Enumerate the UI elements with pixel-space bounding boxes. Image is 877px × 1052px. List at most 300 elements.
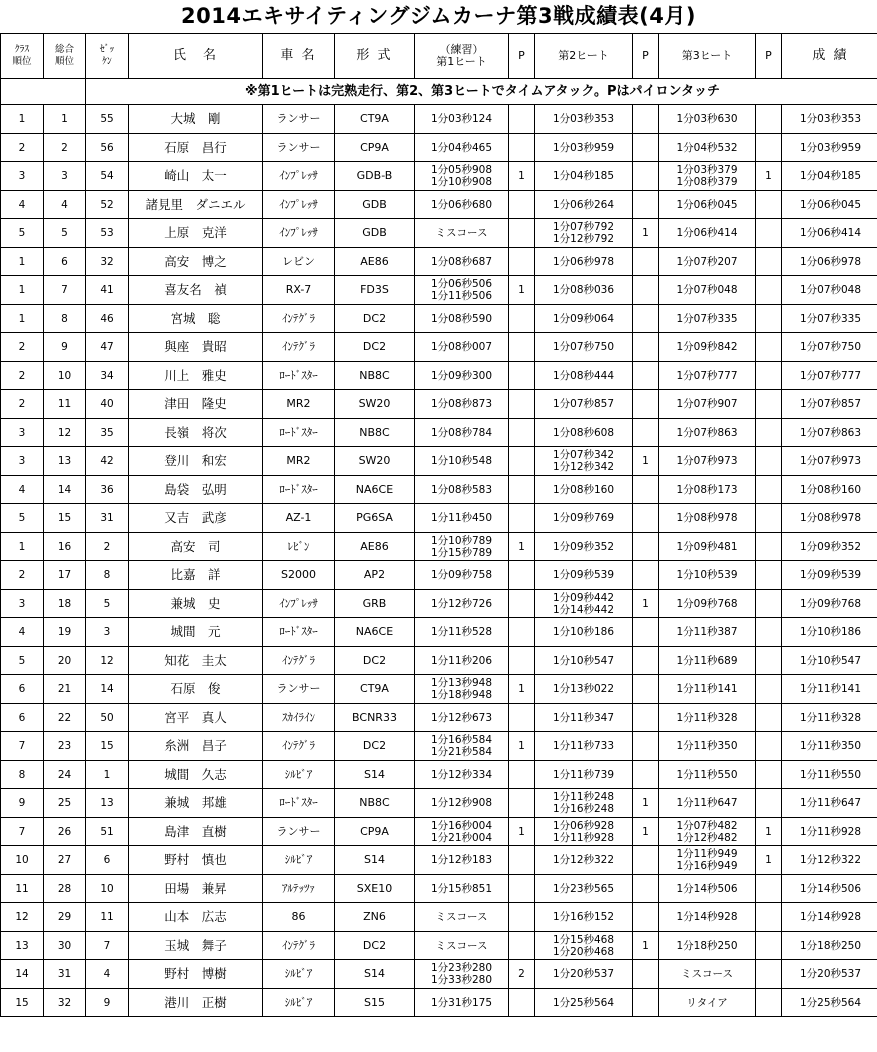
cell-heat2: [535, 476, 633, 504]
cell-result: 1分06秒978: [782, 248, 877, 276]
cell-overall-rank: 3: [44, 162, 86, 191]
cell-heat3: [659, 476, 756, 504]
time-line: 1分14秒928: [676, 911, 738, 923]
cell-result: 1分25秒564: [782, 989, 877, 1017]
cell-zekken: 9: [86, 989, 129, 1017]
cell-result: 1分11秒328: [782, 704, 877, 732]
cell-heat3: [659, 419, 756, 447]
cell-class-rank: 6: [1, 704, 44, 732]
cell-model: NA6CE: [335, 618, 415, 647]
cell-p2: [633, 362, 659, 390]
cell-overall-rank: 1: [44, 105, 86, 134]
cell-result: 1分09秒768: [782, 590, 877, 618]
cell-result: 1分07秒335: [782, 305, 877, 333]
cell-p3: [756, 305, 782, 333]
cell-heat3: [659, 390, 756, 419]
cell-p2: [633, 960, 659, 989]
cell-p1: 1: [509, 276, 535, 305]
time-line: 1分20秒468: [552, 945, 615, 958]
cell-p3: [756, 362, 782, 390]
cell-heat1: [415, 162, 509, 191]
header-p2: P: [633, 34, 659, 79]
cell-p2: [633, 105, 659, 134]
table-row: [1, 590, 877, 618]
time-line: 1分12秒334: [430, 768, 493, 781]
time-line: 1分07秒973: [676, 455, 738, 467]
cell-heat3: [659, 504, 756, 533]
cell-class-rank: 11: [1, 875, 44, 903]
cell-zekken: 12: [86, 647, 129, 675]
time-line: 1分08秒444: [552, 369, 615, 382]
time-line: 1分14秒442: [552, 603, 615, 616]
cell-heat1: [415, 476, 509, 504]
time-line: 1分12秒342: [552, 461, 615, 473]
cell-p2: [633, 191, 659, 219]
table-row: [1, 932, 877, 960]
cell-name: 港川 正樹: [129, 989, 263, 1017]
cell-p2: [633, 276, 659, 305]
header-overall-rank: 総合 順位: [44, 34, 86, 79]
time-line: 1分03秒124: [430, 113, 493, 125]
cell-p1: 1: [509, 533, 535, 561]
cell-heat3: [659, 219, 756, 248]
table-row: [1, 419, 877, 447]
cell-name: 長嶺 将次: [129, 419, 263, 447]
time-line: 1分06秒506: [430, 278, 493, 290]
cell-p1: [509, 191, 535, 219]
table-row: [1, 276, 877, 305]
time-line: 1分08秒608: [552, 426, 615, 439]
cell-class-rank: 7: [1, 732, 44, 761]
cell-car: ﾛｰﾄﾞｽﾀｰ: [263, 618, 335, 647]
table-row: [1, 333, 877, 362]
cell-heat2: [535, 647, 633, 675]
cell-result: 1分07秒048: [782, 276, 877, 305]
cell-result: 1分11秒647: [782, 789, 877, 818]
cell-result: 1分14秒506: [782, 875, 877, 903]
cell-heat3: [659, 732, 756, 761]
cell-heat2: [535, 846, 633, 875]
cell-zekken: 46: [86, 305, 129, 333]
time-line: 1分07秒792: [552, 221, 615, 233]
table-row: [1, 362, 877, 390]
cell-result: 1分09秒539: [782, 561, 877, 590]
cell-heat3: [659, 903, 756, 932]
cell-zekken: 6: [86, 846, 129, 875]
cell-heat3: [659, 305, 756, 333]
time-line: 1分11秒647: [676, 797, 738, 809]
cell-p1: [509, 704, 535, 732]
cell-model: GRB: [335, 590, 415, 618]
cell-heat3: [659, 333, 756, 362]
cell-overall-rank: 14: [44, 476, 86, 504]
cell-result: 1分14秒928: [782, 903, 877, 932]
cell-car: ﾚﾋﾞﾝ: [263, 533, 335, 561]
cell-p3: [756, 219, 782, 248]
time-line: 1分08秒583: [430, 483, 493, 496]
time-line: 1分16秒152: [552, 911, 615, 923]
cell-class-rank: 14: [1, 960, 44, 989]
cell-p1: [509, 761, 535, 789]
time-line: 1分06秒414: [676, 227, 738, 239]
cell-heat2: [535, 761, 633, 789]
cell-p3: [756, 704, 782, 732]
cell-zekken: 31: [86, 504, 129, 533]
cell-overall-rank: 9: [44, 333, 86, 362]
cell-overall-rank: 27: [44, 846, 86, 875]
cell-car: ﾛｰﾄﾞｽﾀｰ: [263, 419, 335, 447]
cell-zekken: 32: [86, 248, 129, 276]
cell-p2: [633, 333, 659, 362]
cell-p1: 1: [509, 675, 535, 704]
cell-heat3: [659, 932, 756, 960]
cell-class-rank: 15: [1, 989, 44, 1017]
cell-class-rank: 1: [1, 533, 44, 561]
time-line: 1分07秒335: [676, 312, 738, 325]
cell-name: 城間 久志: [129, 761, 263, 789]
cell-heat2: [535, 219, 633, 248]
cell-heat1: [415, 248, 509, 276]
time-line: 1分11秒350: [676, 740, 738, 752]
cell-p3: [756, 732, 782, 761]
cell-car: ﾛｰﾄﾞｽﾀｰ: [263, 362, 335, 390]
table-row: [1, 789, 877, 818]
cell-overall-rank: 18: [44, 590, 86, 618]
cell-car: ﾛｰﾄﾞｽﾀｰ: [263, 476, 335, 504]
cell-name: 與座 貴昭: [129, 333, 263, 362]
cell-heat1: [415, 590, 509, 618]
table-row: [1, 533, 877, 561]
time-line: 1分11秒689: [676, 654, 738, 667]
time-line: 1分07秒342: [552, 449, 615, 461]
cell-result: 1分07秒863: [782, 419, 877, 447]
cell-p3: [756, 248, 782, 276]
cell-name: 比嘉 詳: [129, 561, 263, 590]
cell-overall-rank: 24: [44, 761, 86, 789]
cell-model: AE86: [335, 248, 415, 276]
cell-model: S15: [335, 989, 415, 1017]
cell-zekken: 7: [86, 932, 129, 960]
time-line: 1分16秒248: [552, 803, 615, 815]
cell-p1: [509, 134, 535, 162]
time-line: 1分08秒590: [430, 312, 493, 325]
time-line: 1分23秒280: [430, 962, 493, 974]
cell-name: 津田 隆史: [129, 390, 263, 419]
time-line: 1分31秒175: [430, 996, 493, 1009]
cell-p1: 1: [509, 818, 535, 846]
cell-model: DC2: [335, 647, 415, 675]
cell-car: レビン: [263, 248, 335, 276]
cell-model: ZN6: [335, 903, 415, 932]
cell-p1: [509, 248, 535, 276]
header-p1: P: [509, 34, 535, 79]
cell-zekken: 47: [86, 333, 129, 362]
time-line: 1分03秒959: [552, 141, 615, 154]
cell-heat3: [659, 846, 756, 875]
cell-heat1: [415, 504, 509, 533]
cell-heat2: [535, 789, 633, 818]
time-line: 1分07秒048: [676, 284, 738, 296]
cell-p1: [509, 447, 535, 476]
table-row: [1, 248, 877, 276]
cell-zekken: 8: [86, 561, 129, 590]
cell-heat2: [535, 818, 633, 846]
cell-name: 知花 圭太: [129, 647, 263, 675]
cell-heat2: [535, 504, 633, 533]
cell-model: S14: [335, 846, 415, 875]
cell-zekken: 15: [86, 732, 129, 761]
cell-zekken: 2: [86, 533, 129, 561]
cell-overall-rank: 13: [44, 447, 86, 476]
cell-p1: [509, 647, 535, 675]
cell-name: 川上 雅史: [129, 362, 263, 390]
cell-p3: [756, 590, 782, 618]
cell-heat3: [659, 960, 756, 989]
cell-result: 1分10秒186: [782, 618, 877, 647]
cell-zekken: 35: [86, 419, 129, 447]
cell-heat1: [415, 789, 509, 818]
cell-heat2: [535, 704, 633, 732]
cell-p3: [756, 476, 782, 504]
cell-result: 1分07秒750: [782, 333, 877, 362]
time-line: 1分08秒978: [676, 512, 738, 524]
cell-p1: [509, 333, 535, 362]
time-line: 1分03秒630: [676, 113, 738, 125]
cell-p2: 1: [633, 932, 659, 960]
time-line: 1分20秒537: [552, 968, 615, 980]
cell-zekken: 13: [86, 789, 129, 818]
cell-result: 1分07秒973: [782, 447, 877, 476]
cell-heat3: [659, 162, 756, 191]
cell-p1: [509, 476, 535, 504]
cell-heat3: [659, 561, 756, 590]
cell-p1: [509, 390, 535, 419]
cell-model: NB8C: [335, 789, 415, 818]
header-result: 成 績: [782, 34, 877, 79]
cell-overall-rank: 32: [44, 989, 86, 1017]
time-line: 1分08秒784: [430, 426, 493, 439]
cell-heat1: [415, 989, 509, 1017]
cell-car: ｲﾝﾃｸﾞﾗ: [263, 932, 335, 960]
cell-car: ｲﾝﾌﾟﾚｯｻ: [263, 162, 335, 191]
cell-p1: [509, 504, 535, 533]
time-line: 1分12秒908: [430, 797, 493, 809]
time-line: 1分11秒248: [552, 791, 615, 803]
cell-p2: 1: [633, 590, 659, 618]
cell-heat2: [535, 362, 633, 390]
cell-p1: [509, 789, 535, 818]
cell-zekken: 40: [86, 390, 129, 419]
cell-model: SW20: [335, 447, 415, 476]
cell-result: 1分09秒352: [782, 533, 877, 561]
cell-result: 1分11秒928: [782, 818, 877, 846]
cell-class-rank: 9: [1, 789, 44, 818]
cell-class-rank: 12: [1, 903, 44, 932]
cell-result: 1分03秒353: [782, 105, 877, 134]
cell-heat3: [659, 447, 756, 476]
table-row: [1, 647, 877, 675]
header-p3: P: [756, 34, 782, 79]
header-row: [1, 34, 877, 79]
cell-zekken: 4: [86, 960, 129, 989]
cell-car: ランサー: [263, 105, 335, 134]
cell-name: 宮平 真人: [129, 704, 263, 732]
time-line: 1分11秒550: [676, 768, 738, 781]
time-line: ミスコース: [435, 939, 488, 952]
table-row: [1, 704, 877, 732]
cell-p1: 1: [509, 732, 535, 761]
cell-zekken: 1: [86, 761, 129, 789]
cell-name: 兼城 邦雄: [129, 789, 263, 818]
table-row: [1, 476, 877, 504]
time-line: 1分21秒004: [430, 831, 493, 844]
cell-class-rank: 13: [1, 932, 44, 960]
cell-result: 1分07秒857: [782, 390, 877, 419]
cell-p1: [509, 846, 535, 875]
cell-heat1: [415, 618, 509, 647]
cell-overall-rank: 23: [44, 732, 86, 761]
time-line: 1分07秒907: [676, 398, 738, 410]
time-line: 1分10秒539: [676, 569, 738, 581]
header-heat3: 第3ヒート: [659, 34, 756, 79]
cell-class-rank: 2: [1, 362, 44, 390]
cell-heat1: [415, 419, 509, 447]
header-heat1: （練習） 第1ヒート: [415, 34, 509, 79]
time-line: 1分12秒726: [430, 597, 493, 610]
cell-name: 大城 剛: [129, 105, 263, 134]
cell-name: 宮城 聡: [129, 305, 263, 333]
cell-p2: [633, 761, 659, 789]
table-row: [1, 903, 877, 932]
cell-heat2: [535, 419, 633, 447]
time-line: 1分09秒842: [676, 341, 738, 353]
cell-class-rank: 4: [1, 191, 44, 219]
cell-result: 1分11秒141: [782, 675, 877, 704]
cell-p3: [756, 105, 782, 134]
time-line: 1分13秒948: [430, 677, 493, 689]
cell-heat3: [659, 818, 756, 846]
cell-name: 兼城 史: [129, 590, 263, 618]
table-row: [1, 761, 877, 789]
cell-p1: [509, 305, 535, 333]
cell-heat3: [659, 362, 756, 390]
cell-p1: 2: [509, 960, 535, 989]
time-line: 1分15秒789: [430, 546, 493, 559]
cell-zekken: 56: [86, 134, 129, 162]
cell-car: MR2: [263, 390, 335, 419]
header-heat2: 第2ヒート: [535, 34, 633, 79]
time-line: 1分09秒481: [676, 540, 738, 553]
cell-overall-rank: 29: [44, 903, 86, 932]
table-row: [1, 960, 877, 989]
time-line: 1分07秒750: [552, 341, 615, 353]
time-line: 1分10秒186: [552, 626, 615, 638]
time-line: 1分08秒007: [430, 341, 493, 353]
cell-overall-rank: 26: [44, 818, 86, 846]
cell-p3: [756, 903, 782, 932]
cell-overall-rank: 2: [44, 134, 86, 162]
cell-p1: [509, 105, 535, 134]
time-line: 1分15秒468: [552, 933, 615, 946]
cell-result: 1分03秒959: [782, 134, 877, 162]
time-line: 1分04秒532: [676, 141, 738, 154]
cell-p3: [756, 191, 782, 219]
cell-car: ｲﾝﾃｸﾞﾗ: [263, 732, 335, 761]
cell-heat1: [415, 647, 509, 675]
cell-name: 喜友名 禎: [129, 276, 263, 305]
results-table: [0, 33, 877, 1017]
cell-heat3: [659, 761, 756, 789]
cell-class-rank: 1: [1, 276, 44, 305]
cell-name: 田場 兼昇: [129, 875, 263, 903]
cell-heat3: [659, 704, 756, 732]
cell-model: SXE10: [335, 875, 415, 903]
cell-name: 高安 司: [129, 533, 263, 561]
cell-class-rank: 2: [1, 134, 44, 162]
time-line: 1分12秒322: [552, 854, 615, 866]
time-line: リタイア: [686, 996, 728, 1009]
cell-p2: 1: [633, 219, 659, 248]
time-line: 1分11秒328: [676, 711, 738, 724]
cell-heat3: [659, 191, 756, 219]
cell-overall-rank: 17: [44, 561, 86, 590]
cell-heat2: [535, 675, 633, 704]
cell-p1: 1: [509, 162, 535, 191]
time-line: 1分33秒280: [430, 974, 493, 986]
time-line: 1分07秒857: [552, 398, 615, 410]
cell-name: 野村 博樹: [129, 960, 263, 989]
cell-heat2: [535, 162, 633, 191]
cell-p3: [756, 618, 782, 647]
cell-heat2: [535, 533, 633, 561]
cell-heat2: [535, 276, 633, 305]
table-row: [1, 875, 877, 903]
cell-heat3: [659, 875, 756, 903]
cell-name: 城間 元: [129, 618, 263, 647]
cell-class-rank: 2: [1, 390, 44, 419]
cell-result: 1分11秒350: [782, 732, 877, 761]
cell-heat3: [659, 134, 756, 162]
cell-p1: [509, 618, 535, 647]
cell-model: CP9A: [335, 818, 415, 846]
cell-p2: [633, 989, 659, 1017]
cell-class-rank: 1: [1, 248, 44, 276]
cell-heat2: [535, 447, 633, 476]
table-row: [1, 504, 877, 533]
time-line: 1分07秒863: [676, 426, 738, 439]
cell-overall-rank: 15: [44, 504, 86, 533]
cell-heat1: [415, 761, 509, 789]
time-line: 1分09秒064: [552, 312, 615, 325]
cell-car: ランサー: [263, 134, 335, 162]
time-line: 1分06秒264: [552, 198, 615, 211]
time-line: 1分08秒687: [430, 255, 493, 268]
cell-heat3: [659, 647, 756, 675]
table-row: [1, 390, 877, 419]
cell-result: 1分04秒185: [782, 162, 877, 191]
cell-p2: [633, 561, 659, 590]
cell-p3: [756, 533, 782, 561]
cell-car: ﾛｰﾄﾞｽﾀｰ: [263, 789, 335, 818]
cell-overall-rank: 5: [44, 219, 86, 248]
cell-zekken: 3: [86, 618, 129, 647]
cell-p2: [633, 618, 659, 647]
time-line: 1分12秒792: [552, 233, 615, 245]
header-class-rank: ｸﾗｽ 順位: [1, 34, 44, 79]
cell-name: 島袋 弘明: [129, 476, 263, 504]
cell-heat2: [535, 875, 633, 903]
cell-car: ｽｶｲﾗｲﾝ: [263, 704, 335, 732]
